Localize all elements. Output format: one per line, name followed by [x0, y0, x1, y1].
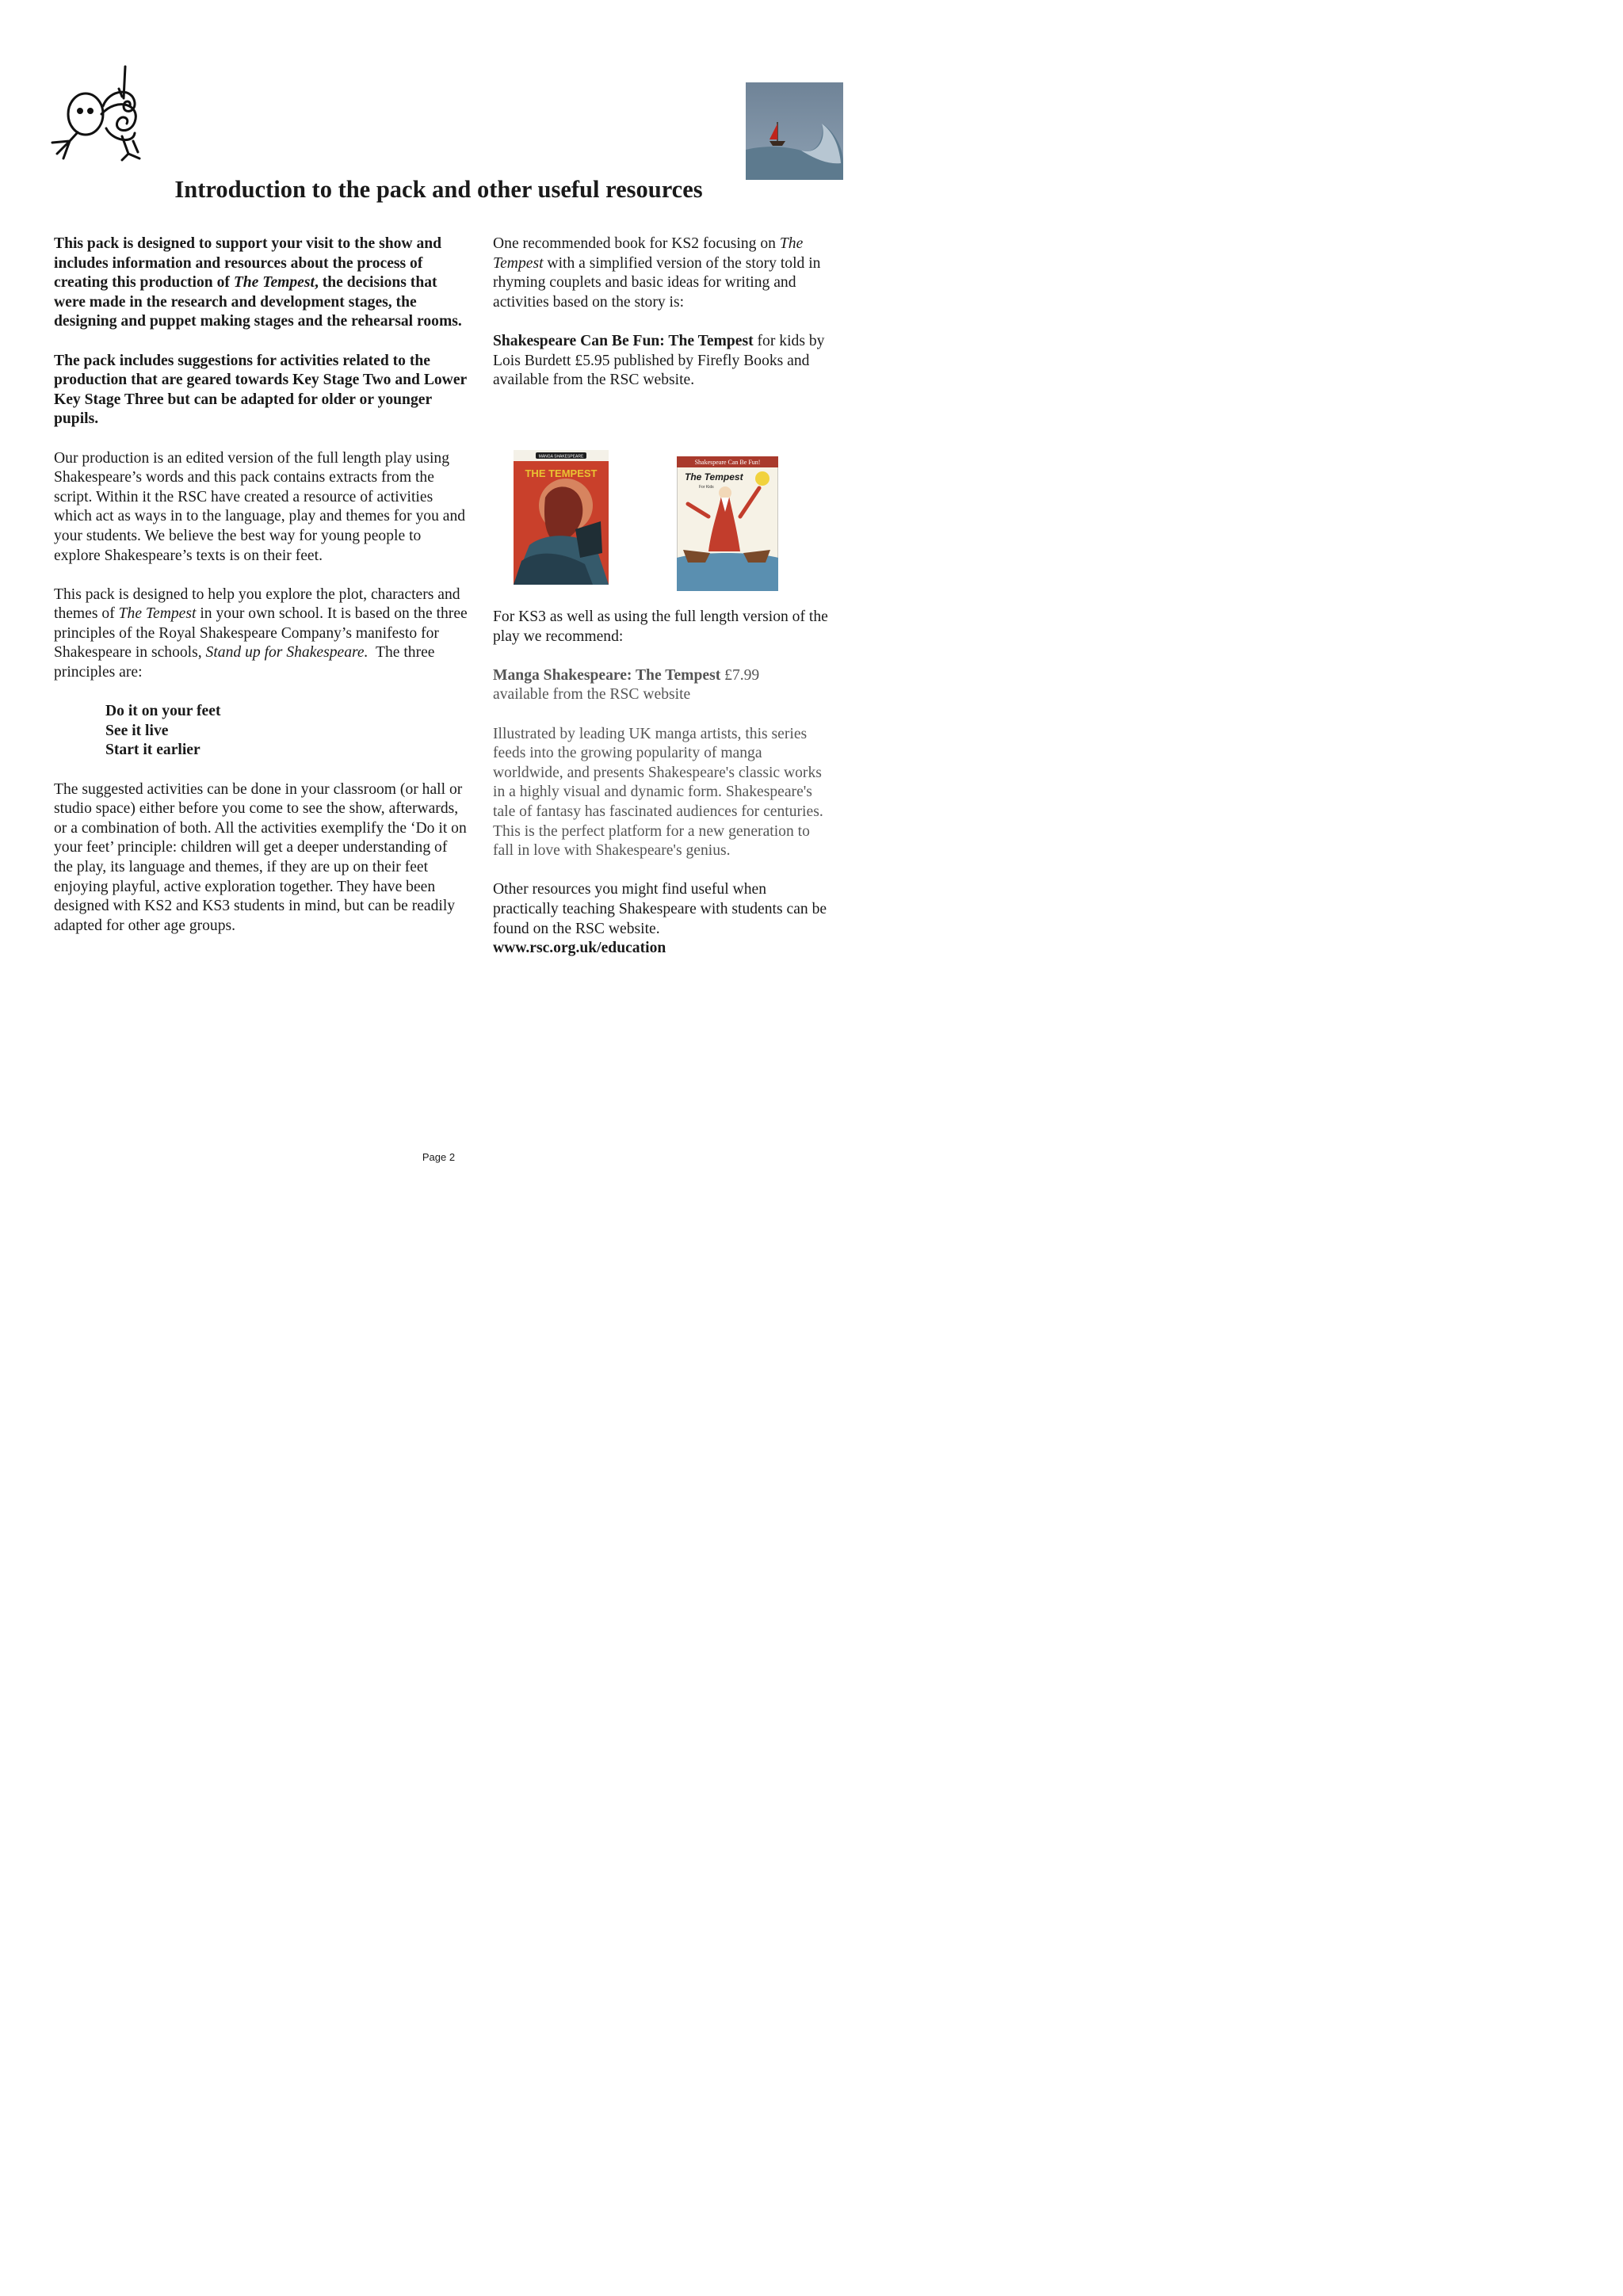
ariel-puppet-logo [46, 65, 149, 166]
fun-cover-title: The Tempest [685, 471, 743, 482]
play-title-emphasis: The Tempest [233, 274, 315, 292]
play-title-italic: The Tempest [118, 605, 197, 623]
book1-description: for kids by Lois Burdett £5.95 published by Firefly Books and available from the RSC website. [493, 332, 825, 389]
explore-text-start: This pack is designed to help you explore the plot, characters and themes of [54, 585, 460, 623]
page-number: Page 2 [422, 1151, 456, 1163]
recommendation-paragraph [493, 235, 830, 312]
intro-text-1: This pack is designed to support your visit to the show and includes information and resources about the process of creating this production of [54, 235, 442, 292]
production-paragraph: Our production is an edited version of the full length play using Shakespeare’s words and this pack contains extracts from the script. Within it the RSC have created a resource of activities which act as ways in to the language, play and themes for you and your students. We believe the best way for young people to explore Shakespeare’s texts is on their feet. [54, 449, 466, 564]
principle-item: See it live [105, 722, 169, 739]
rec-text-end: with a simplified version of the story told in rhyming couplets and basic ideas for writing and activities based on the story is: [493, 254, 821, 311]
manga-description-paragraph: Illustrated by leading UK manga artists, this series feeds into the growing popularity of manga worldwide, and presents Shakespeare's classic works in a highly visual and dynamic form. Shakespeare's tale of fantasy has fascinated audiences for centuries. This is the perfect platform for a new generation to fall in love with Shakespeare's genius. [493, 725, 823, 860]
manga-cover-top-label: MANGA SHAKESPEARE [538, 454, 584, 460]
manga-cover-title: THE TEMPEST [525, 467, 598, 479]
intro-text-1-end: , the decisions that were made in the research and development stages, the designing and puppet making stages and the rehearsal rooms. [54, 274, 462, 330]
intro-paragraph-2: The pack includes suggestions for activities related to the production that are geared towards Key Stage Two and Lower Key Stage Three but can be adapted for older or younger pupils. [54, 352, 467, 428]
book1-paragraph [493, 332, 830, 391]
principle-item: Start it earlier [105, 742, 200, 759]
ks3-intro-paragraph: For KS3 as well as using the full length version of the play we recommend: [493, 608, 828, 645]
play-title-italic: The Tempest [493, 235, 804, 272]
left-column [54, 235, 468, 936]
fun-cover-top-label: Shakespeare Can Be Fun! [694, 459, 761, 466]
fun-cover-subtitle: For Kids [699, 485, 714, 490]
activities-paragraph: The suggested activities can be done in your classroom (or hall or studio space) either before you come to see the show, afterwards, or a combination of both. All the activities exemplify the ‘Do it on your feet’ principle: children will get a deeper understanding of the play, its language and themes, if they are up on their feet enjoying playful, active exploration together. They have been designed with KS2 and KS3 students in mind, but can be readily adapted for other age groups. [54, 780, 467, 934]
manga-tempest-cover [514, 450, 609, 585]
book1-title: Shakespeare Can Be Fun: The Tempest [493, 332, 754, 349]
right-column [493, 235, 830, 391]
manifesto-title: Stand up for Shakespeare. [205, 644, 369, 662]
rsc-education-link[interactable]: www.rsc.org.uk/education [493, 940, 666, 957]
explore-text-end: The three principles are: [54, 644, 435, 681]
principle-item: Do it on your feet [105, 703, 221, 720]
book2-title: Manga Shakespeare: The Tempest [493, 666, 721, 684]
rec-text-start: One recommended book for KS2 focusing on [493, 235, 776, 252]
right-column-lower [493, 608, 830, 959]
explore-paragraph [54, 585, 468, 683]
book2-availability: available from the RSC website [493, 686, 691, 704]
principles-list [54, 702, 468, 761]
other-resources-paragraph: Other resources you might find useful when practically teaching Shakespeare with students can be found on the RSC website. [493, 881, 827, 937]
shakespeare-fun-tempest-cover [677, 456, 778, 591]
book2-price: £7.99 [724, 666, 760, 684]
intro-paragraph-1 [54, 235, 468, 332]
page-title: Introduction to the pack and other useful resources [174, 176, 703, 203]
book2-paragraph [493, 666, 830, 705]
book-covers [514, 448, 783, 591]
explore-text-mid: in your own school. It is based on the three principles of the Royal Shakespeare Company’s manifesto for Shakespeare in schools, [54, 605, 468, 662]
boat-wave-image [746, 82, 843, 180]
